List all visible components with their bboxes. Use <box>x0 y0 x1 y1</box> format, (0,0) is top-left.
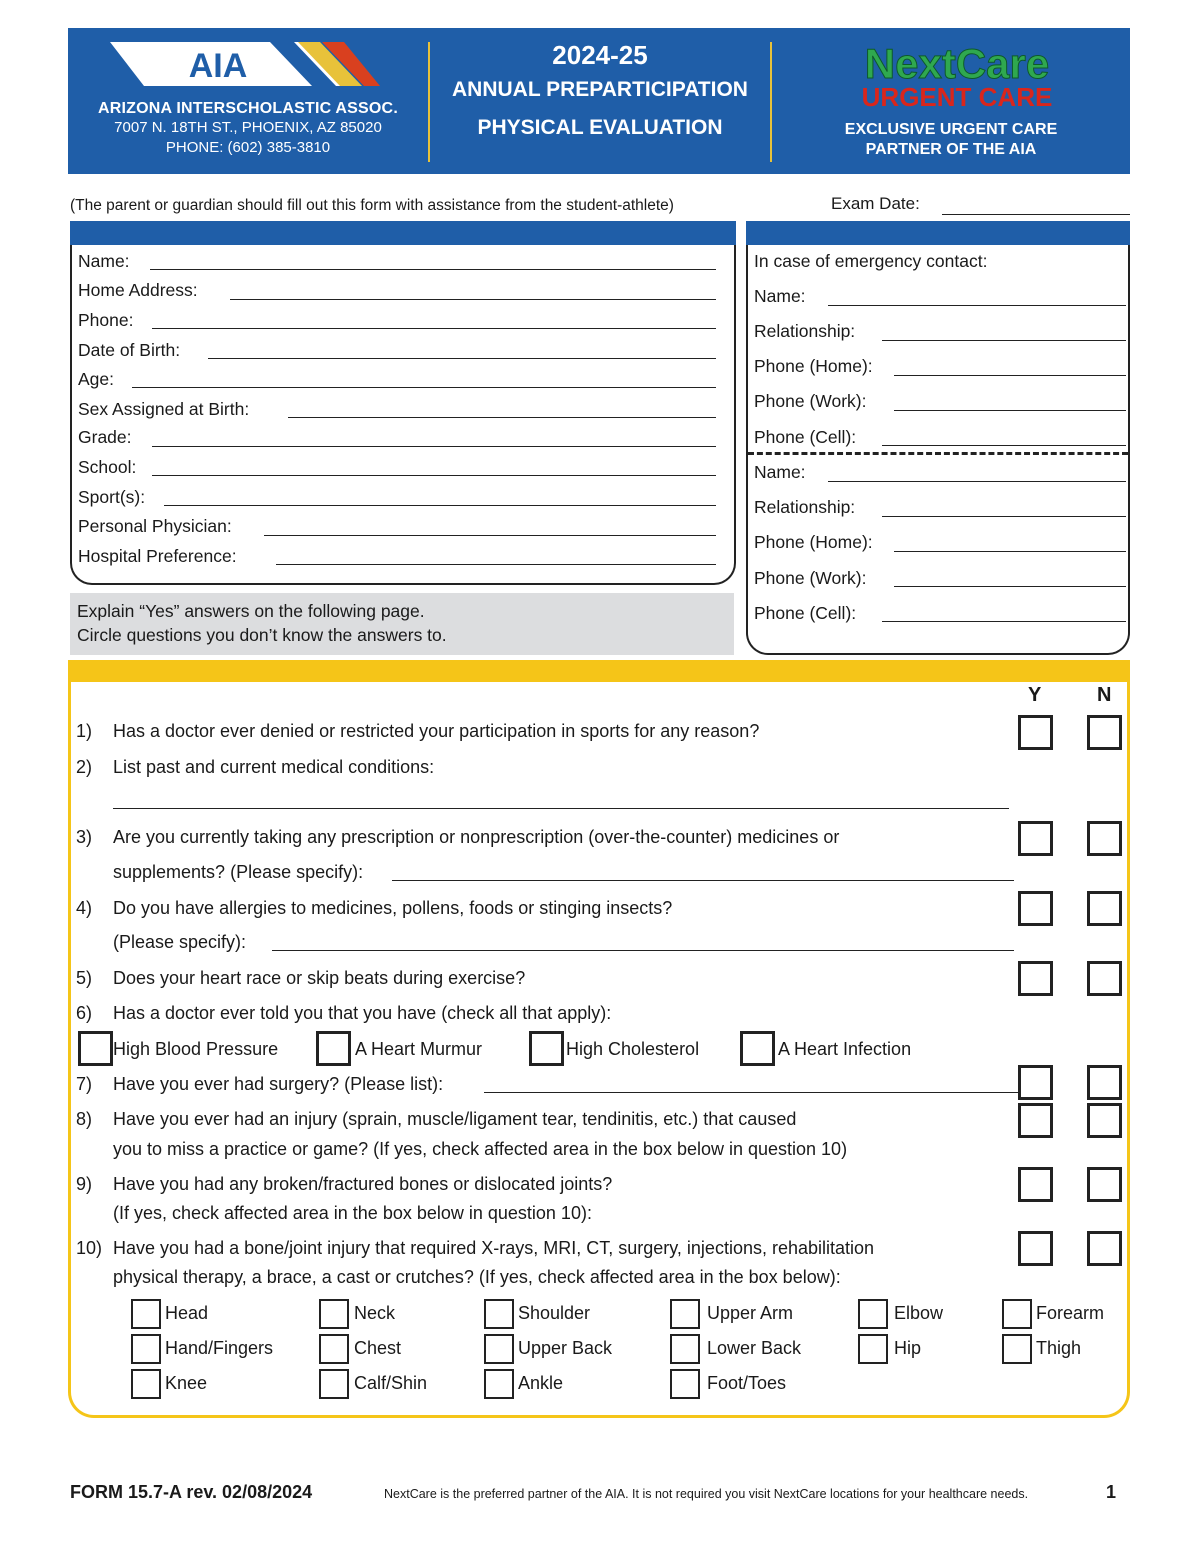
nextcare-logo-text: NextCare <box>864 40 1050 87</box>
q9-no-checkbox[interactable] <box>1087 1167 1122 1202</box>
sex-field[interactable] <box>288 417 716 418</box>
form-title-line1: ANNUAL PREPARTICIPATION <box>452 78 748 101</box>
exam-date-label: Exam Date: <box>831 194 920 213</box>
q4-no-checkbox[interactable] <box>1087 891 1122 926</box>
ec1-relationship-label: Relationship: <box>754 321 856 341</box>
high-blood-pressure-label: High Blood Pressure <box>113 1039 279 1059</box>
q10-text: Have you had a bone/joint injury that required X-rays, MRI, CT, surgery, injections, rehabilitation <box>113 1238 875 1258</box>
ec2-phone-work-label: Phone (Work): <box>754 568 867 588</box>
heart-murmur-checkbox[interactable] <box>316 1031 351 1066</box>
q7-text: Have you ever had surgery? (Please list): <box>113 1074 444 1094</box>
form-title-line2: PHYSICAL EVALUATION <box>477 116 723 139</box>
sports-label: Sport(s): <box>78 487 146 507</box>
heart-infection-label: A Heart Infection <box>778 1039 912 1059</box>
school-label: School: <box>78 457 137 477</box>
explain-line1: Explain “Yes” answers on the following page. <box>77 601 425 621</box>
head-label: Head <box>165 1303 209 1323</box>
hip-checkbox[interactable] <box>858 1334 888 1364</box>
aia-block <box>68 28 428 174</box>
q10-yes-checkbox[interactable] <box>1018 1231 1053 1266</box>
partner-line2: PARTNER OF THE AIA <box>865 141 1037 158</box>
form-year: 2024-25 <box>552 40 648 70</box>
hospital-field[interactable] <box>276 564 716 565</box>
ec1-phone-home-field[interactable] <box>894 375 1126 376</box>
hand-fingers-label: Hand/Fingers <box>165 1338 274 1358</box>
name-label: Name: <box>78 251 130 271</box>
header-banner <box>68 28 1130 174</box>
no-column-header: N <box>1097 684 1112 706</box>
q8-text: Have you ever had an injury (sprain, muscle/ligament tear, tendinitis, etc.) that caused <box>113 1109 797 1129</box>
q10-number: 10) <box>76 1238 103 1258</box>
q1-text: Has a doctor ever denied or restricted your participation in sports for any reason? <box>113 721 760 741</box>
hospital-label: Hospital Preference: <box>78 546 237 566</box>
high-cholesterol-checkbox[interactable] <box>529 1031 564 1066</box>
heart-infection-checkbox[interactable] <box>740 1031 775 1066</box>
ec2-name-field[interactable] <box>828 481 1126 482</box>
q5-no-checkbox[interactable] <box>1087 961 1122 996</box>
heart-murmur-label: A Heart Murmur <box>355 1039 483 1059</box>
q8-yes-checkbox[interactable] <box>1018 1103 1053 1138</box>
ankle-checkbox[interactable] <box>484 1369 514 1399</box>
emergency-contact-box <box>746 221 1130 655</box>
q5-number: 5) <box>76 968 93 988</box>
ec2-phone-work-field[interactable] <box>894 586 1126 587</box>
q7-no-checkbox[interactable] <box>1087 1065 1122 1100</box>
ec1-relationship-field[interactable] <box>882 340 1126 341</box>
neck-checkbox[interactable] <box>319 1299 349 1329</box>
high-blood-pressure-checkbox[interactable] <box>78 1031 113 1066</box>
foot-toes-label: Foot/Toes <box>707 1373 787 1393</box>
forearm-label: Forearm <box>1036 1303 1105 1323</box>
grade-label: Grade: <box>78 427 132 447</box>
q7-number: 7) <box>76 1074 93 1094</box>
ec2-relationship-label: Relationship: <box>754 497 856 517</box>
calf-shin-checkbox[interactable] <box>319 1369 349 1399</box>
foot-toes-checkbox[interactable] <box>670 1369 700 1399</box>
assoc-phone: PHONE: (602) 385-3810 <box>165 139 331 156</box>
calf-shin-label: Calf/Shin <box>354 1373 428 1393</box>
yes-column-header: Y <box>1028 684 1042 706</box>
q9-yes-checkbox[interactable] <box>1018 1167 1053 1202</box>
q3-number: 3) <box>76 827 93 847</box>
hip-label: Hip <box>894 1338 922 1358</box>
knee-label: Knee <box>165 1373 208 1393</box>
q4-number: 4) <box>76 898 93 918</box>
lower-back-label: Lower Back <box>707 1338 802 1358</box>
ec2-phone-cell-label: Phone (Cell): <box>754 603 857 623</box>
form-number: FORM 15.7-A rev. 02/08/2024 <box>70 1482 313 1502</box>
thigh-checkbox[interactable] <box>1002 1334 1032 1364</box>
q4-text: Do you have allergies to medicines, pollens, foods or stinging insects? <box>113 898 673 918</box>
q9-text: Have you had any broken/fractured bones or dislocated joints? <box>113 1174 613 1194</box>
q5-yes-checkbox[interactable] <box>1018 961 1053 996</box>
q3-answer-line[interactable] <box>392 880 1014 881</box>
elbow-label: Elbow <box>894 1303 944 1323</box>
chest-checkbox[interactable] <box>319 1334 349 1364</box>
q7-answer-line[interactable] <box>484 1092 1018 1093</box>
title-block <box>430 28 770 174</box>
contact-separator <box>748 452 1128 455</box>
elbow-checkbox[interactable] <box>858 1299 888 1329</box>
home-address-label: Home Address: <box>78 280 198 300</box>
q6-text: Has a doctor ever told you that you have (check all that apply): <box>113 1003 612 1023</box>
hand-fingers-checkbox[interactable] <box>131 1334 161 1364</box>
q9-text-cont: (If yes, check affected area in the box below in question 10): <box>113 1203 592 1223</box>
school-field[interactable] <box>152 475 716 476</box>
q6-number: 6) <box>76 1003 93 1023</box>
q10-no-checkbox[interactable] <box>1087 1231 1122 1266</box>
dob-label: Date of Birth: <box>78 340 181 360</box>
urgentcare-logo-text: URGENT CARE <box>861 82 1053 110</box>
explain-line2: Circle questions you don’t know the answers to. <box>77 625 447 645</box>
q8-number: 8) <box>76 1109 93 1129</box>
head-checkbox[interactable] <box>131 1299 161 1329</box>
footer-note: NextCare is the preferred partner of the AIA. It is not required you visit NextCare locations for your healthcare needs. <box>384 1487 1029 1501</box>
physician-field[interactable] <box>264 535 716 536</box>
footer <box>70 1482 1130 1506</box>
upper-arm-checkbox[interactable] <box>670 1299 700 1329</box>
q8-no-checkbox[interactable] <box>1087 1103 1122 1138</box>
ec2-relationship-field[interactable] <box>882 516 1126 517</box>
ec2-phone-home-field[interactable] <box>894 551 1126 552</box>
q3-yes-checkbox[interactable] <box>1018 821 1053 856</box>
age-label: Age: <box>78 369 114 389</box>
q3-text-cont: supplements? (Please specify): <box>113 862 364 882</box>
upper-arm-label: Upper Arm <box>707 1303 794 1323</box>
upper-back-label: Upper Back <box>518 1338 613 1358</box>
home-address-field[interactable] <box>230 299 716 300</box>
assoc-name: ARIZONA INTERSCHOLASTIC ASSOC. <box>98 100 398 117</box>
q5-text: Does your heart race or skip beats during exercise? <box>113 968 526 988</box>
ec1-phone-cell-field[interactable] <box>882 445 1126 446</box>
intro-text: (The parent or guardian should fill out this form with assistance from the student-athlete) <box>70 197 674 214</box>
q3-text: Are you currently taking any prescription or nonprescription (over-the-counter) medicines or <box>113 827 840 847</box>
ec1-phone-cell-label: Phone (Cell): <box>754 427 857 447</box>
emergency-bar <box>746 221 1130 245</box>
q10-text-cont: physical therapy, a brace, a cast or crutches? (If yes, check affected area in the box below): <box>113 1267 841 1287</box>
q4-text-cont: (Please specify): <box>113 932 247 952</box>
sports-field[interactable] <box>164 505 716 506</box>
q8-text-cont: you to miss a practice or game? (If yes, check affected area in the box below in question 10) <box>113 1139 848 1159</box>
physician-label: Personal Physician: <box>78 516 232 536</box>
page-number: 1 <box>1105 1482 1116 1502</box>
q1-yes-checkbox[interactable] <box>1018 715 1053 750</box>
q4-yes-checkbox[interactable] <box>1018 891 1053 926</box>
neck-label: Neck <box>354 1303 396 1323</box>
q3-no-checkbox[interactable] <box>1087 821 1122 856</box>
nextcare-logo <box>812 40 1102 110</box>
age-field[interactable] <box>132 387 716 388</box>
ec2-name-label: Name: <box>754 462 806 482</box>
q4-answer-line[interactable] <box>272 950 1014 951</box>
upper-back-checkbox[interactable] <box>484 1334 514 1364</box>
knee-checkbox[interactable] <box>131 1369 161 1399</box>
shoulder-label: Shoulder <box>518 1303 591 1323</box>
partner-line1: EXCLUSIVE URGENT CARE <box>844 121 1058 138</box>
lower-back-checkbox[interactable] <box>670 1334 700 1364</box>
thigh-label: Thigh <box>1036 1338 1082 1358</box>
q1-no-checkbox[interactable] <box>1087 715 1122 750</box>
shoulder-checkbox[interactable] <box>484 1299 514 1329</box>
personal-info-box <box>70 221 736 585</box>
ankle-label: Ankle <box>518 1373 564 1393</box>
aia-logo <box>110 42 380 86</box>
ec2-phone-home-label: Phone (Home): <box>754 532 873 552</box>
q1-number: 1) <box>76 721 93 741</box>
q9-number: 9) <box>76 1174 93 1194</box>
phone-field[interactable] <box>152 328 716 329</box>
grade-field[interactable] <box>152 446 716 447</box>
name-field[interactable] <box>150 269 716 270</box>
ec1-name-label: Name: <box>754 286 806 306</box>
personal-info-bar <box>70 221 736 245</box>
sex-label: Sex Assigned at Birth: <box>78 399 250 419</box>
explain-note <box>70 593 734 655</box>
dob-field[interactable] <box>208 358 716 359</box>
exam-date-field[interactable] <box>942 214 1130 215</box>
partner-block <box>772 28 1130 174</box>
q7-yes-checkbox[interactable] <box>1018 1065 1053 1100</box>
aia-logo-text: AIA <box>188 47 248 85</box>
q2-answer-line[interactable] <box>113 808 1009 809</box>
ec1-name-field[interactable] <box>828 305 1126 306</box>
q2-number: 2) <box>76 757 93 777</box>
forearm-checkbox[interactable] <box>1002 1299 1032 1329</box>
assoc-address: 7007 N. 18TH ST., PHOENIX, AZ 85020 <box>114 119 382 136</box>
high-cholesterol-label: High Cholesterol <box>566 1039 700 1059</box>
ec1-phone-work-label: Phone (Work): <box>754 391 867 411</box>
phone-label: Phone: <box>78 310 134 330</box>
ec1-phone-home-label: Phone (Home): <box>754 356 873 376</box>
questions-bar <box>68 660 1130 682</box>
ec1-phone-work-field[interactable] <box>894 410 1126 411</box>
ec2-phone-cell-field[interactable] <box>882 621 1126 622</box>
emergency-heading: In case of emergency contact: <box>754 251 988 271</box>
chest-label: Chest <box>354 1338 402 1358</box>
q2-text: List past and current medical conditions: <box>113 757 435 777</box>
